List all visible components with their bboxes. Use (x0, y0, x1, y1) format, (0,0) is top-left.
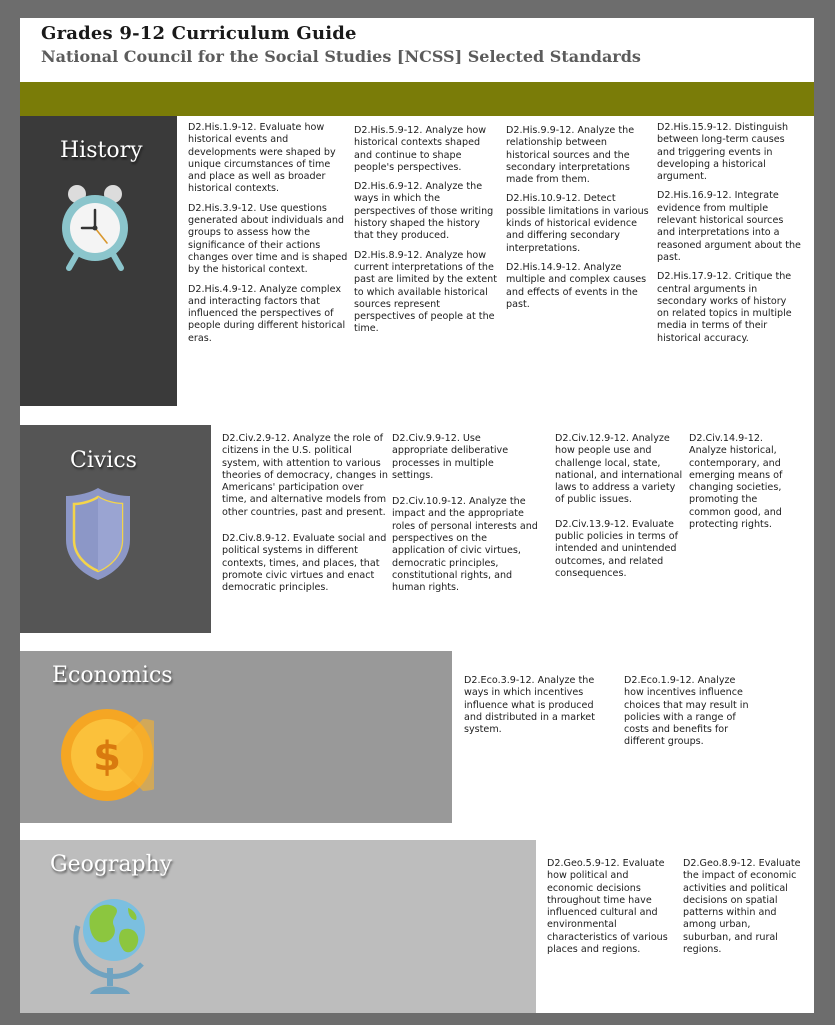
civics-column-1 (222, 433, 388, 602)
civics-column-4 (689, 433, 801, 538)
geography-column-1 (547, 858, 677, 963)
standard-text: D2.Civ.10.9-12. Analyze the impact and the appropriate roles of personal interests and perspectives on the application of civic virtues, democratic principles, constitutional rights, and human rights. (392, 496, 538, 594)
standard-text: D2.Civ.2.9-12. Analyze the role of citizens in the U.S. political system, with attention to various theories of democracy, changes in Americans' participation over time, and alternative models from other countries, past and present. (222, 433, 388, 518)
olive-divider-bar (20, 82, 814, 116)
standard-text: D2.Civ.14.9-12. Analyze historical, contemporary, and emerging means of changing societies, promoting the common good, and protecting rights. (689, 433, 783, 531)
history-column-3 (506, 125, 652, 318)
standard-text: D2.Civ.8.9-12. Evaluate social and political systems in different contexts, times, and places, that promote civic virtues and enact democratic principles. (222, 533, 387, 594)
standard-text: D2.His.17.9-12. Critique the central arguments in secondary works of history on related topics in multiple media in terms of their historical accuracy. (657, 271, 792, 344)
civics-column-2 (392, 433, 538, 602)
standard-text: D2.His.5.9-12. Analyze how historical contexts shaped and continue to shape people's perspectives. (354, 125, 487, 173)
history-heading: History (60, 138, 143, 163)
alarm-clock-icon (55, 176, 135, 276)
economics-column-2 (624, 675, 750, 756)
standard-text: D2.His.15.9-12. Distinguish between long-term causes and triggering events in developing a historical argument. (657, 122, 789, 183)
standard-text: D2.Civ.13.9-12. Evaluate public policies in terms of intended and unintended outcomes, and related consequences. (555, 518, 678, 579)
civics-heading: Civics (70, 448, 137, 473)
economics-column-1 (464, 675, 610, 743)
standard-text: D2.His.14.9-12. Analyze multiple and complex causes and effects of events in the past. (506, 261, 647, 310)
coin-symbol: $ (93, 734, 121, 780)
standard-text: D2.Geo.8.9-12. Evaluate the impact of economic activities and political decisions on spatial patterns within and among urban, suburban, and rural regions. (683, 858, 801, 956)
civics-column-3 (555, 433, 685, 587)
history-column-4 (657, 122, 801, 352)
standard-text: D2.Eco.1.9-12. Analyze how incentives influence choices that may result in policies with a range of costs and benefits for different groups. (624, 675, 749, 748)
standard-text: D2.His.4.9-12. Analyze complex and interacting factors that influenced the perspectives of people during different historical eras. (188, 283, 346, 344)
standard-text: D2.Eco.3.9-12. Analyze the ways in which incentives influence what is produced and distributed in a market system. (464, 675, 595, 736)
standard-text: D2.His.6.9-12. Analyze the ways in which the perspectives of those writing history shaped the history that they produced. (354, 181, 494, 242)
economics-heading: Economics (52, 663, 173, 688)
standard-text: D2.His.8.9-12. Analyze how current interpretations of the past are limited by the extent to which available historical sources represent perspectives of people at the time. (354, 249, 498, 335)
page-title: Grades 9-12 Curriculum Guide (41, 23, 357, 44)
geography-column-2 (683, 858, 801, 963)
shield-icon (62, 484, 134, 584)
history-column-2 (354, 125, 500, 343)
standard-text: D2.His.16.9-12. Integrate evidence from multiple relevant historical sources and interpretations into a reasoned argument about the past. (657, 190, 801, 263)
page-subtitle: National Council for the Social Studies [NCSS] Selected Standards (41, 47, 641, 66)
standard-text: D2.His.10.9-12. Detect possible limitations in various kinds of historical evidence and differing secondary interpretations. (506, 193, 649, 254)
globe-icon (70, 886, 160, 1001)
standard-text: D2.His.3.9-12. Use questions generated about individuals and groups to assess how the significance of their actions changes over time and is shaped by the historical context. (188, 202, 348, 276)
standard-text: D2.His.1.9-12. Evaluate how historical events and developments were shaped by unique circumstances of time and place as well as broader historical contexts. (188, 122, 336, 195)
geography-heading: Geography (50, 852, 173, 877)
history-column-1 (188, 122, 350, 352)
standard-text: D2.Civ.9.9-12. Use appropriate deliberative processes in multiple settings. (392, 433, 509, 481)
standard-text: D2.His.9.9-12. Analyze the relationship between historical sources and the secondary interpretations made from them. (506, 125, 635, 186)
dollar-coin-icon (60, 708, 154, 802)
standard-text: D2.Civ.12.9-12. Analyze how people use and challenge local, state, national, and international laws to address a variety of public issues. (555, 433, 683, 506)
standard-text: D2.Geo.5.9-12. Evaluate how political and economic decisions throughout time have influenced cultural and environmental characteristics of various places and regions. (547, 858, 668, 956)
curriculum-page (20, 18, 814, 1013)
